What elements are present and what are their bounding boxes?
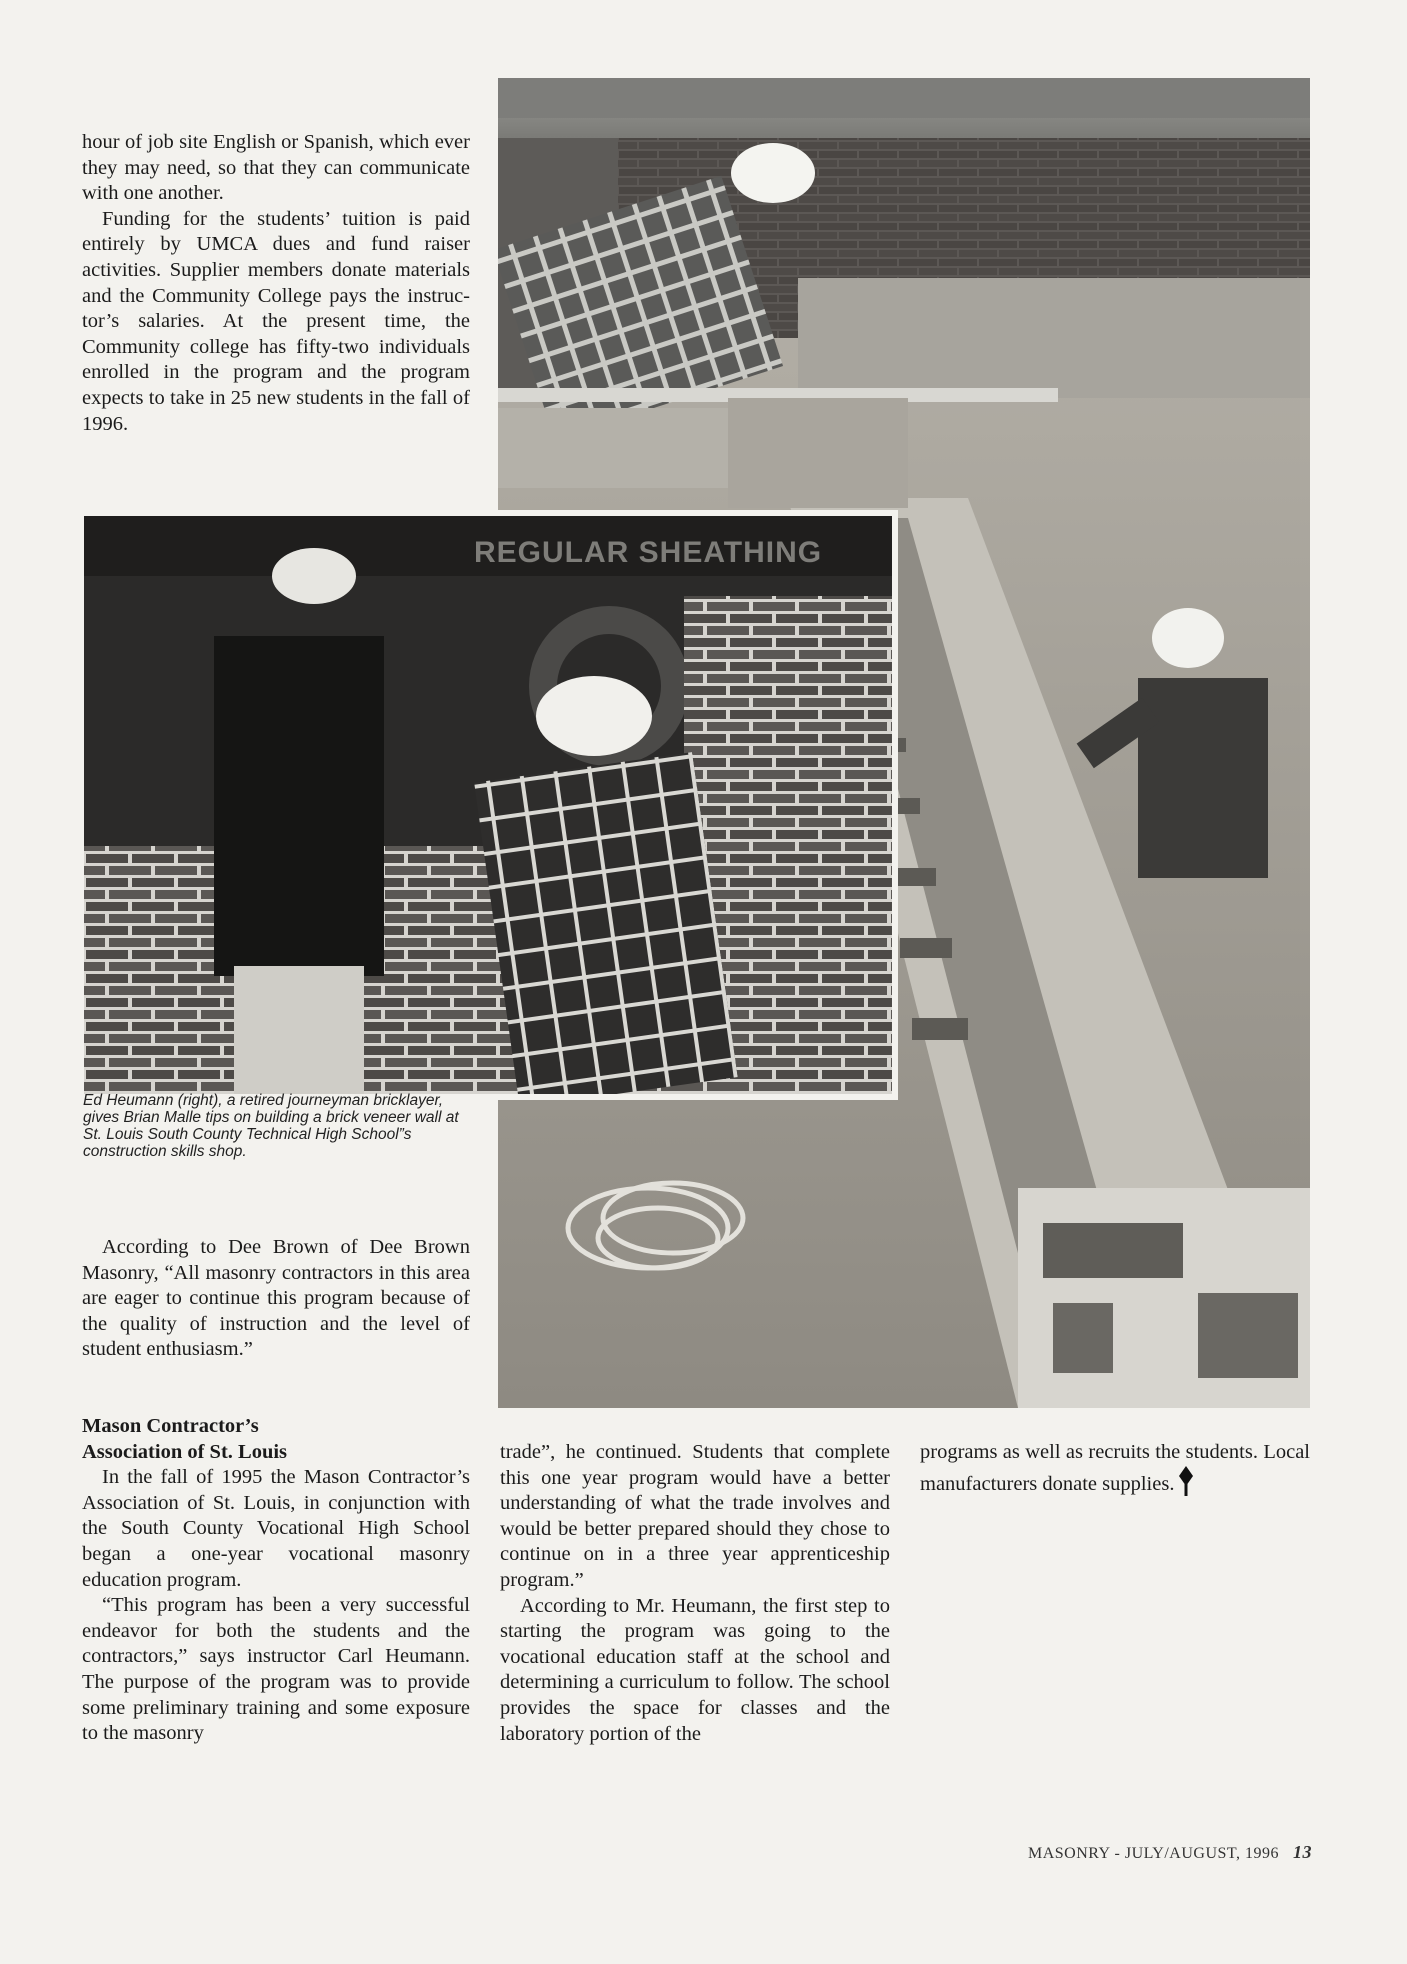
paragraph: In the fall of 1995 the Mason Contractor’s Association of St. Louis, in conjunction with the South County Vocational High School began a one-year vocational masonry education program. [82, 1466, 470, 1591]
paragraph: Funding for the students’ tuition is paid entirely by UMCA dues and fund raiser activities. Supplier members donate materials and the Community College pays the instructor’s salaries. At the present time, the Community college has fifty-two individuals enrolled in the program and the program expects to take in 25 new students in the fall of 1996. [82, 207, 470, 435]
publication-info: MASONRY - JULY/AUGUST, 1996 [1027, 1845, 1279, 1862]
paragraph: trade”, he continued. Students that complete this one year program would have a better understanding of what the trade involves and would be better prepared should they chose to continue on in a three year apprenticeship program.” [500, 1441, 890, 1591]
page-footer [1028, 1842, 1312, 1863]
inset-photo-illustration [84, 516, 892, 1094]
page-number: 13 [1293, 1842, 1312, 1862]
column-left-bottom [82, 1414, 470, 1747]
inset-sign-text: REGULAR SHEATHING [474, 536, 823, 569]
column-right [920, 1440, 1310, 1503]
end-mark-icon [1178, 1466, 1194, 1504]
inset-classroom-photo [78, 510, 898, 1100]
photo-caption: Ed Heumann (right), a retired journeyman bricklayer, gives Brian Malle tips on building a brick veneer wall at St. Louis South County Technical High School”s construction skills shop. [83, 1092, 459, 1160]
paragraph: According to Mr. Heumann, the first step to starting the program was going to the vocational education staff at the school and determining a curriculum to follow. The school provides the space for classes and the laboratory portion of the [500, 1594, 890, 1745]
paragraph: hour of job site English or Spanish, which ever they may need, so that they can communicate with one another. [82, 131, 470, 205]
paragraph: “This program has been a very successful endeavor for both the students and the contractors,” says instructor Carl Heumann. The purpose of the program was to provide some preliminary training and some exposure to the masonry [82, 1594, 470, 1745]
column-left-mid [82, 1235, 470, 1363]
section-heading-line2: Association of St. Louis [82, 1440, 288, 1463]
section-heading-line1: Mason Contractor’s [82, 1415, 259, 1437]
column-middle [500, 1440, 890, 1747]
paragraph: According to Dee Brown of Dee Brown Masonry, “All masonry contractors in this area are eager to continue this program because of the quality of instruction and the level of student enthusiasm.” [82, 1236, 470, 1361]
paragraph: programs as well as recruits the students. Local manufacturers donate supplies. [920, 1441, 1310, 1495]
column-left-top [82, 130, 470, 437]
